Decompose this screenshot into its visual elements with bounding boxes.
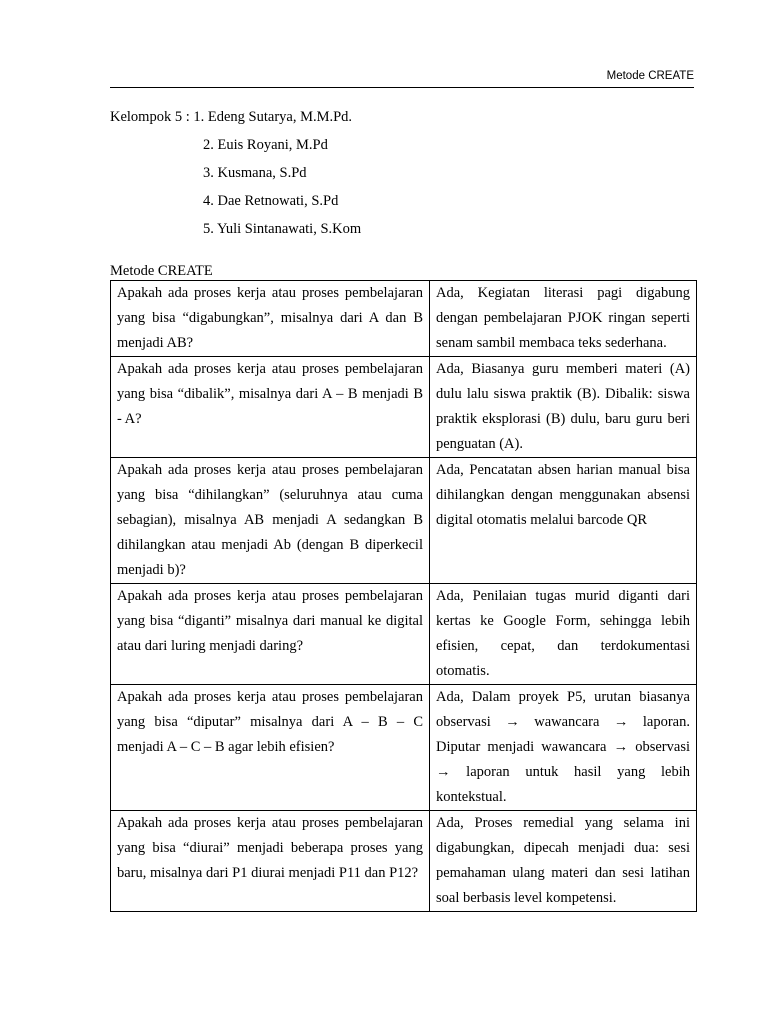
question-cell: Apakah ada proses kerja atau proses pembelajaran yang bisa “dihilangkan” (seluruhnya atau cuma sebagian), misalnya AB menjadi A sedangkan B dihilangkan atau menjadi Ab (dengan B diperkecil menjadi b)?	[111, 458, 430, 584]
question-cell: Apakah ada proses kerja atau proses pembelajaran yang bisa “digabungkan”, misalnya dari A dan B menjadi AB?	[111, 281, 430, 357]
group-member: 4. Dae Retnowati, S.Pd	[203, 193, 339, 209]
table-row	[111, 357, 697, 458]
table-row	[111, 685, 697, 811]
answer-cell: Ada, Penilaian tugas murid diganti dari kertas ke Google Form, sehingga lebih efisien, cepat, dan terdokumentasi otomatis.	[430, 584, 697, 685]
question-cell: Apakah ada proses kerja atau proses pembelajaran yang bisa “diputar” misalnya dari A – B – C menjadi A – C – B agar lebih efisien?	[111, 685, 430, 811]
group-first-line: Kelompok 5 : 1. Edeng Sutarya, M.M.Pd.	[110, 109, 353, 125]
answer-cell: Ada, Pencatatan absen harian manual bisa dihilangkan dengan menggunakan absensi digital otomatis melalui barcode QR	[430, 458, 697, 584]
table-row	[111, 281, 697, 357]
answer-cell: Ada, Kegiatan literasi pagi digabung dengan pembelajaran PJOK ringan seperti senam sambil membaca teks sederhana.	[430, 281, 697, 357]
group-member: 3. Kusmana, S.Pd	[203, 165, 307, 181]
question-cell: Apakah ada proses kerja atau proses pembelajaran yang bisa “diurai” menjadi beberapa proses yang baru, misalnya dari P1 diurai menjadi P11 dan P12?	[111, 811, 430, 912]
answer-cell: Ada, Dalam proyek P5, urutan biasanya observasi → wawancara → laporan. Diputar menjadi wawancara → observasi → laporan untuk hasil yang lebih kontekstual.	[430, 685, 697, 811]
group-member: 5. Yuli Sintanawati, S.Kom	[203, 221, 362, 237]
answer-cell: Ada, Proses remedial yang selama ini digabungkan, dipecah menjadi dua: sesi pemahaman ulang materi dan sesi latihan soal berbasis level kompetensi.	[430, 811, 697, 912]
question-cell: Apakah ada proses kerja atau proses pembelajaran yang bisa “diganti” misalnya dari manual ke digital atau dari luring menjadi daring?	[111, 584, 430, 685]
table-row	[111, 584, 697, 685]
group-member: 2. Euis Royani, M.Pd	[203, 137, 328, 153]
section-title: Metode CREATE	[110, 263, 213, 279]
answer-cell: Ada, Biasanya guru memberi materi (A) dulu lalu siswa praktik (B). Dibalik: siswa praktik eksplorasi (B) dulu, baru guru beri penguatan (A).	[430, 357, 697, 458]
question-cell: Apakah ada proses kerja atau proses pembelajaran yang bisa “dibalik”, misalnya dari A – B menjadi B - A?	[111, 357, 430, 458]
table-row	[111, 811, 697, 912]
table-row	[111, 458, 697, 584]
create-method-table	[110, 280, 697, 912]
group-members-block	[110, 103, 361, 243]
running-header: Metode CREATE	[110, 69, 694, 88]
